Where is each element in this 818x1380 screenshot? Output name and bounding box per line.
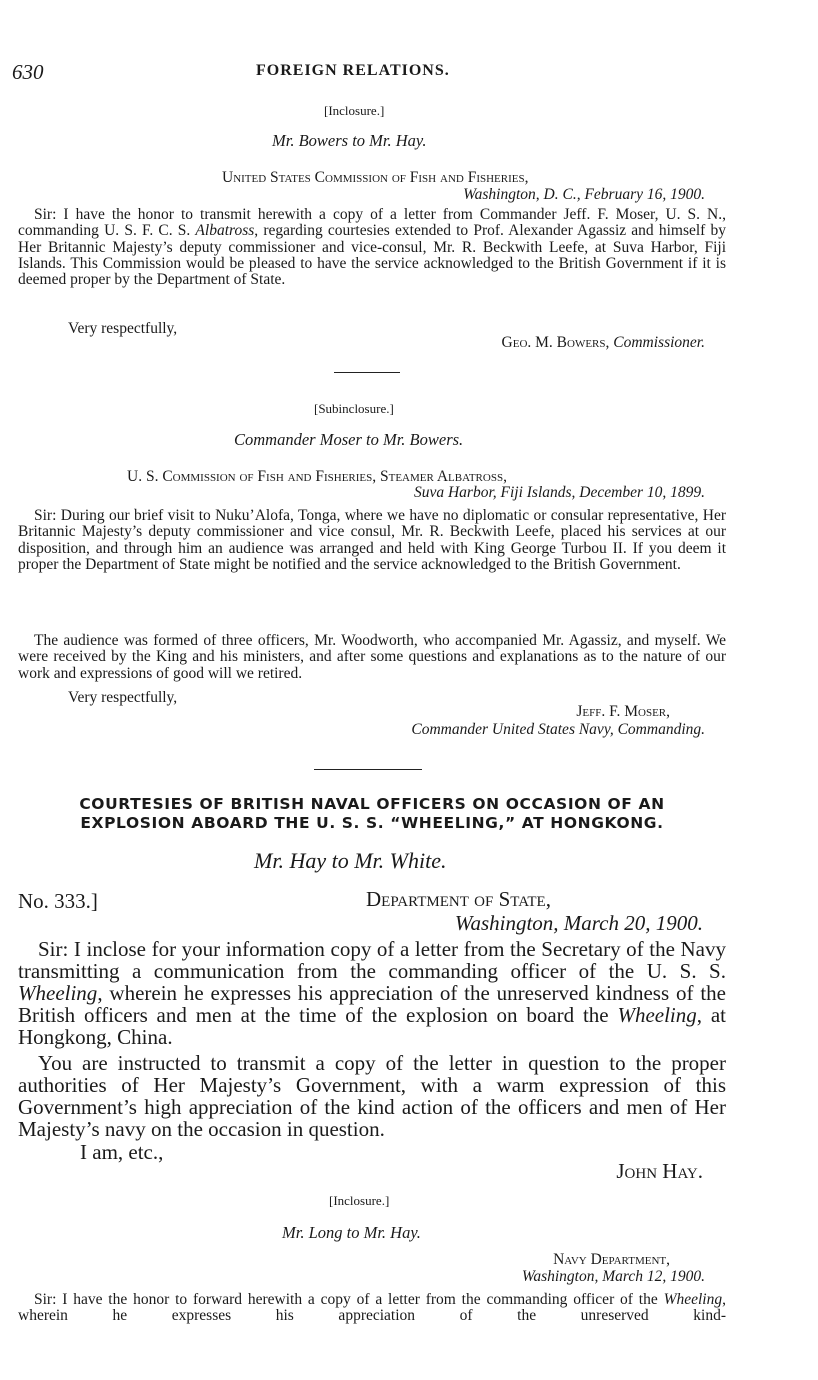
letter-body: You are instructed to transmit a copy of the letter in question to the proper authorities of Her Majesty’s Government, with a warm expression of this Government’s high appreciation of the kind action of the officers and men of Her Majesty’s navy on the occasion in question. xyxy=(18,1051,726,1141)
body-text: Sir: I have the honor to transmit herewith a copy of a letter from Commander Jeff. F. Moser, U. S. N., commanding U. S. F. C. S. xyxy=(18,206,726,240)
letter-body xyxy=(18,938,726,1048)
section-heading xyxy=(18,795,726,833)
ship-name: Wheeling xyxy=(18,981,98,1005)
letter-date: Washington, March 20, 1900. xyxy=(454,911,703,935)
sender-address: United States Commission of Fish and Fisheries, xyxy=(222,169,529,186)
letter-title: Mr. Hay to Mr. White. xyxy=(254,848,447,873)
signature-name: Geo. M. Bowers, xyxy=(501,334,610,351)
letter-title: Commander Moser to Mr. Bowers. xyxy=(234,430,464,449)
dispatch-number: No. 333.] xyxy=(18,889,98,913)
ship-name: Wheeling xyxy=(617,1003,697,1027)
inclosure-label: [Inclosure.] xyxy=(329,1193,390,1208)
letter-date: Washington, D. C., February 16, 1900. xyxy=(463,186,705,203)
heading-line: COURTESIES OF BRITISH NAVAL OFFICERS ON OCCASION OF AN xyxy=(79,795,665,813)
letter-body: The audience was formed of three officers, Mr. Woodworth, who accompanied Mr. Agassiz, and myself. We were received by the King and his ministers, and after some questions and explanations as to the nature of our work and expressions of good will we retired. xyxy=(18,632,726,682)
body-text: Sir: I inclose for your information copy of a letter from the Secretary of the Navy transmitting a communication from the commanding officer of the U. S. S. xyxy=(18,937,726,983)
signature-title: Commissioner. xyxy=(613,334,705,351)
letter-body xyxy=(18,1292,726,1325)
body-text: Sir: I have the honor to forward herewith a copy of a letter from the commanding officer of the xyxy=(34,1291,664,1308)
divider xyxy=(314,769,422,770)
signature xyxy=(502,335,705,351)
closing: I am, etc., xyxy=(80,1140,164,1164)
closing: Very respectfully, xyxy=(68,320,178,337)
closing: Very respectfully, xyxy=(68,689,178,706)
letter-date: Suva Harbor, Fiji Islands, December 10, 1899. xyxy=(413,484,705,501)
sender-address: U. S. Commission of Fish and Fisheries, Steamer Albatross, xyxy=(127,468,507,485)
ship-name: Albatross xyxy=(195,222,255,240)
heading-line: EXPLOSION ABOARD THE U. S. S. “WHEELING,” AT HONGKONG. xyxy=(80,814,664,832)
ship-name: Wheeling xyxy=(663,1291,723,1308)
body-text: , regarding courtesies extended to Prof. Alexander Agassiz and himself by Her Britannic Majesty’s deputy commissioner and vice-consul, Mr. R. Beckwith Leefe, at Suva Harbor, Fiji Islands. This Commission would be pleased to have the service acknowledged to the British Government if it is deemed proper by the Department of State. xyxy=(18,222,726,289)
running-title: FOREIGN RELATIONS. xyxy=(256,62,450,79)
body-text: , at Hongkong, China. xyxy=(18,1003,726,1049)
inclosure-label: [Inclosure.] xyxy=(324,103,385,118)
body-text: , wherein he expresses his appreciation of the unreserved kind- xyxy=(18,1291,726,1325)
divider xyxy=(334,372,400,373)
letter-date: Washington, March 12, 1900. xyxy=(521,1268,705,1285)
signature: John Hay. xyxy=(616,1159,703,1183)
page-number: 630 xyxy=(12,60,44,84)
sender-address: Navy Department, xyxy=(553,1251,670,1268)
body-text: , wherein he expresses his appreciation of the unreserved kindness of the British officers and men at the time of the explosion on board the xyxy=(18,981,726,1027)
letter-title: Mr. Long to Mr. Hay. xyxy=(282,1223,421,1242)
subinclosure-label: [Subinclosure.] xyxy=(314,401,394,416)
letter-title: Mr. Bowers to Mr. Hay. xyxy=(272,131,427,150)
signature-title: Commander United States Navy, Commanding. xyxy=(411,721,705,738)
letter-body: Sir: During our brief visit to Nuku’Alofa, Tonga, where we have no diplomatic or consular representative, Her Britannic Majesty’s deputy commissioner and vice consul, Mr. R. Beckwith Leefe, placed his services at our disposition, and through him an audience was arranged and held with King George Turbou II. If you deem it proper the Department of State might be notified and the service acknowledged to the British Government. xyxy=(18,507,726,573)
signature-name: Jeff. F. Moser, xyxy=(576,703,670,720)
letter-body xyxy=(18,207,726,288)
sender-address: Department of State, xyxy=(366,887,551,911)
